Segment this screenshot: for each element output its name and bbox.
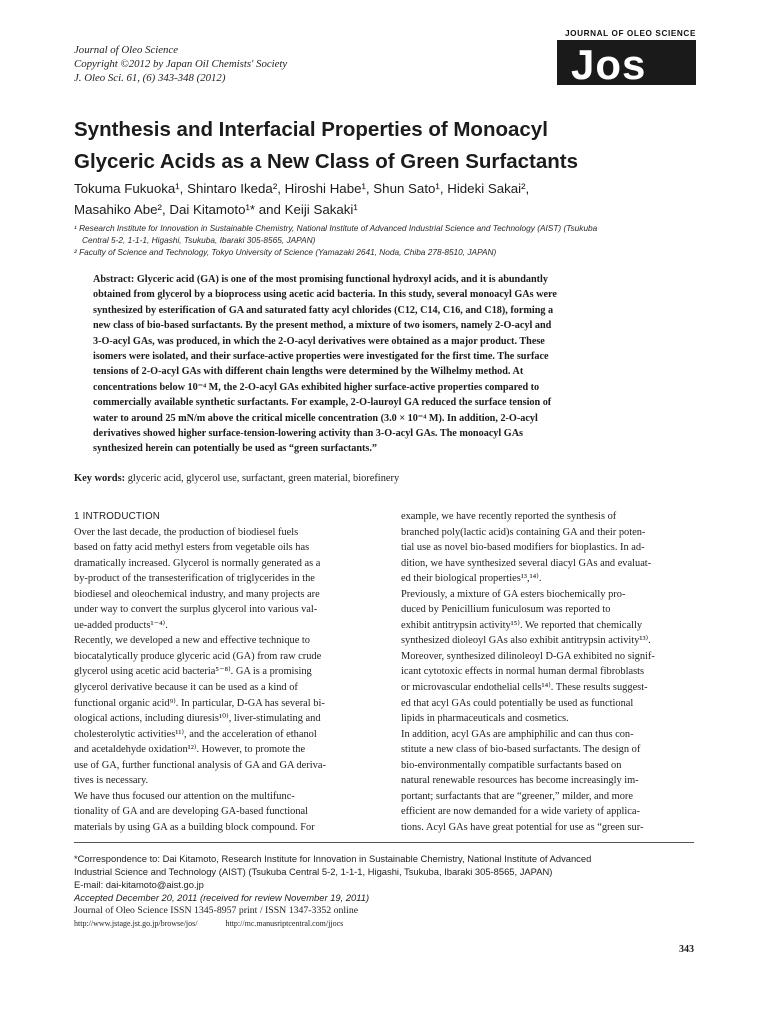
body-line: ue-added products¹⁻⁴⁾. — [74, 619, 168, 631]
body-line: ed that acyl GAs could potentially be used as functional — [401, 697, 634, 709]
body-line: functional organic acid⁹⁾. In particular, D-GA has several bi- — [74, 697, 325, 709]
abstract-line: synthesized herein can potentially be used as “green surfactants.” — [93, 443, 378, 455]
body-line: tions. Acyl GAs have great potential for use as “green sur- — [401, 821, 644, 833]
abstract-line: synthesized by esterification of GA and saturated fatty acyl chlorides (C12, C14, C16, and C18), forming a — [93, 304, 554, 316]
body-line: glycerol derivative because it can be used as a kind of — [74, 682, 298, 694]
issn-line: Journal of Oleo Science ISSN 1345-8957 print / ISSN 1347-3352 online — [74, 905, 359, 917]
abstract-line: concentrations below 10⁻⁴ M, the 2-O-acyl GAs exhibited higher surface-active properties compared to — [93, 381, 540, 393]
keywords-text: glyceric acid, glycerol use, surfactant, green material, biorefinery — [125, 473, 400, 484]
abstract-line: isomers were isolated, and their surface-active properties were investigated for the first time. The surface — [93, 351, 549, 363]
body-line: by-product of the transesterification of triglycerides in the — [74, 573, 315, 585]
url-line — [74, 917, 714, 930]
body-line: Moreover, synthesized dilinoleoyl D-GA exhibited no signif- — [401, 650, 655, 662]
body-line: biodiesel and oleochemical industry, and many projects are — [74, 588, 320, 600]
abstract-line: commercially available synthetic surfactants. For example, 2-O-lauroyl GA reduced the surface tension of — [93, 397, 552, 409]
journal-header — [74, 44, 474, 85]
correspondence-line: *Correspondence to: Dai Kitamoto, Research Institute for Innovation in Sustainable Chemistry, National Institute of Advanced — [74, 853, 592, 864]
author-line: Masahiko Abe², Dai Kitamoto¹* and Keiji Sakaki¹ — [74, 202, 358, 217]
journal-url-link[interactable]: http://www.jstage.jst.go.jp/browse/jos/ — [74, 919, 198, 929]
body-line: tives is necessary. — [74, 775, 149, 787]
body-column-right — [401, 509, 701, 835]
abstract-line: tensions of 2-O-acyl GAs with different chain lengths were determined by the Wilhelmy method. At — [93, 366, 524, 378]
body-line: and acetaldehyde oxidation¹²⁾. However, to promote the — [74, 744, 306, 756]
body-line: In addition, acyl GAs are amphiphilic and can thus con- — [401, 728, 634, 740]
email-line: E-mail: dai-kitamoto@aist.go.jp — [74, 879, 204, 891]
body-line: materials by using GA as a building block compound. For — [74, 821, 315, 833]
body-line: We have thus focused our attention on the multifunc- — [74, 790, 295, 802]
affiliation-line: Central 5-2, 1-1-1, Higashi, Tsukuba, Ibaraki 305-8565, JAPAN) — [82, 235, 316, 246]
abstract-line: obtained from glycerol by a bioprocess using acetic acid bacteria. In this study, several monoacyl GAs were — [93, 289, 557, 301]
body-line: synthesized dioleoyl GAs also exhibit antitrypsin activity¹³⁾. — [401, 635, 651, 647]
body-line: stitute a new class of bio-based surfactants. The design of — [401, 744, 641, 756]
body-line: duced by Penicillium funiculosum was reported to — [401, 604, 611, 616]
abstract-line: water to around 25 mN/m above the critical micelle concentration (3.0 × 10⁻⁴ M). In addition, 2-O-acyl — [93, 412, 538, 424]
body-line: Recently, we developed a new and effective technique to — [74, 635, 310, 647]
body-line: branched poly(lactic acid)s containing GA and their poten- — [401, 526, 646, 538]
abstract-line: derivatives showed higher surface-tension-lowering activity than 3-O-acyl GAs. The monoacyl GAs — [93, 428, 524, 440]
logo-box — [557, 40, 696, 88]
footnote-divider — [74, 842, 694, 843]
body-line: bio-environmentally compatible surfactants based on — [401, 759, 622, 771]
title-line: Synthesis and Interfacial Properties of Monoacyl — [74, 118, 548, 141]
author-line: Tokuma Fukuoka¹, Shintaro Ikeda², Hiroshi Habe¹, Shun Sato¹, Hideki Sakai², — [74, 181, 530, 196]
copyright-line: Copyright ©2012 by Japan Oil Chemists' Society — [74, 57, 288, 70]
submission-url-link[interactable]: http://mc.manusriptcentral.com/jjocs — [225, 919, 344, 929]
author-list — [74, 178, 714, 220]
body-line: natural renewable resources has become increasingly im- — [401, 775, 639, 787]
logo-band-text: JOURNAL OF OLEO SCIENCE — [564, 29, 696, 38]
accepted-line: Accepted December 20, 2011 (received for review November 19, 2011) — [74, 892, 370, 904]
affiliations — [74, 222, 714, 259]
journal-name: Journal of Oleo Science — [74, 44, 179, 56]
body-line: under way to convert the surplus glycerol into various val- — [74, 604, 318, 616]
abstract — [93, 272, 673, 457]
paper-title — [74, 114, 724, 178]
abstract-line: Abstract: Glyceric acid (GA) is one of the most promising functional hydroxyl acids, and it is abundantly — [93, 274, 548, 285]
abstract-line: 3-O-acyl GAs, was produced, in which the 2-O-acyl derivatives were obtained as a major product. These — [93, 335, 545, 347]
body-line: biocatalytically produce glyceric acid (GA) from raw crude — [74, 650, 322, 662]
body-line: glycerol using acetic acid bacteria⁵⁻⁸⁾. GA is a promising — [74, 666, 312, 678]
correspondence-line: Industrial Science and Technology (AIST) (Tsukuba Central 5-2, 1-1-1, Higashi, Tsukuba, Ibaraki 305-8565, JAPAN) — [74, 866, 553, 878]
body-line: portant; surfactants that are “greener,” milder, and more — [401, 790, 633, 802]
affiliation-line: ² Faculty of Science and Technology, Tokyo University of Science (Yamazaki 2641, Noda, Chiba 278-8510, JAPAN) — [74, 247, 497, 258]
body-line: dition, we have synthesized several diacyl GAs and evaluat- — [401, 557, 652, 569]
keywords-label: Key words: — [74, 473, 126, 484]
keywords — [74, 472, 714, 486]
affiliation-line: ¹ Research Institute for Innovation in Sustainable Chemistry, National Institute of Advanced Industrial Science and Technology (AIST) (Tsukuba — [74, 223, 598, 233]
body-line: lipids in pharmaceuticals and cosmetics. — [401, 713, 569, 725]
page-number: 343 — [679, 944, 694, 955]
body-line: ological actions, including diuresis¹⁰⁾, liver-stimulating and — [74, 713, 321, 725]
body-line: use of GA, further functional analysis of GA and GA deriva- — [74, 759, 326, 771]
body-line: icant cytotoxic effects in normal human dermal fibroblasts — [401, 666, 645, 678]
body-column-left — [74, 509, 374, 835]
body-line: exhibit antitrypsin activity¹⁵⁾. We reported that chemically — [401, 619, 643, 631]
body-line: Previously, a mixture of GA esters biochemically pro- — [401, 588, 626, 600]
body-line: tial use as novel bio-based modifiers for bioplastics. In ad- — [401, 542, 645, 554]
body-line: cholesterolytic activities¹¹⁾, and the acceleration of ethanol — [74, 728, 317, 740]
citation-line: J. Oleo Sci. 61, (6) 343-348 (2012) — [74, 71, 226, 84]
body-line: or microvascular endothelial cells¹⁴⁾. These results suggest- — [401, 682, 648, 694]
body-line: tionality of GA and are developing GA-based functional — [74, 806, 309, 818]
abstract-line: new class of bio-based surfactants. By the present method, a mixture of two isomers, namely 2-O-acyl and — [93, 320, 552, 332]
body-line: ed their biological properties¹³,¹⁴⁾. — [401, 573, 542, 585]
body-line: based on fatty acid methyl esters from vegetable oils has — [74, 542, 310, 554]
body-line: dramatically increased. Glycerol is normally generated as a — [74, 557, 321, 569]
journal-logo — [557, 29, 696, 88]
title-line: Glyceric Acids as a New Class of Green Surfactants — [74, 150, 578, 173]
body-line: efficient are now demanded for a wide variety of applica- — [401, 806, 640, 818]
body-line: Over the last decade, the production of biodiesel fuels — [74, 526, 299, 538]
section-heading: 1 INTRODUCTION — [74, 511, 161, 522]
body-line: example, we have recently reported the synthesis of — [401, 511, 617, 522]
footnotes — [74, 852, 714, 931]
logo-text: Jos — [571, 41, 647, 88]
